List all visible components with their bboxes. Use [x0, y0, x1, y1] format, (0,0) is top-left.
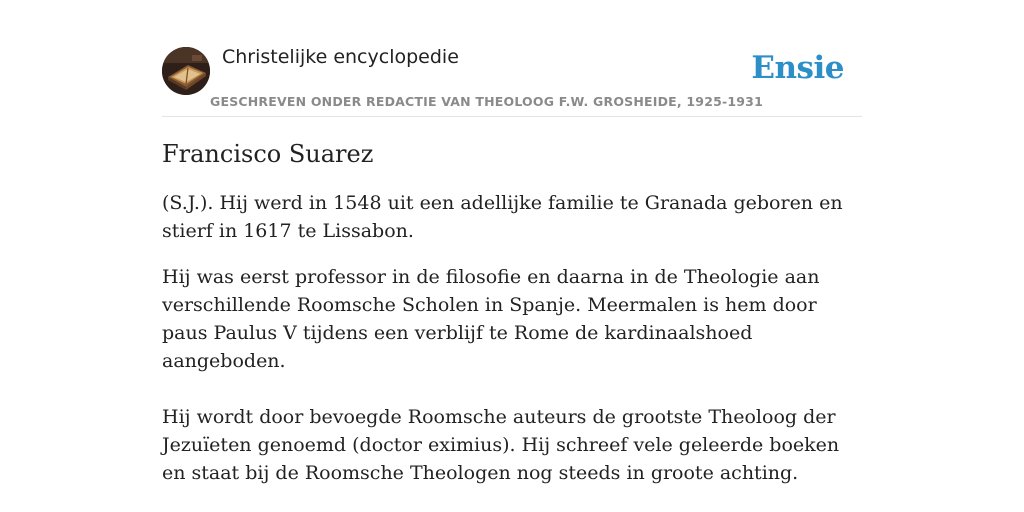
site-subtitle: GESCHREVEN ONDER REDACTIE VAN THEOLOOG F.W. GROSHEIDE, 1925-1931 — [210, 94, 763, 109]
book-image-icon — [162, 47, 210, 95]
ensie-logo-link[interactable]: Ensie — [751, 50, 844, 86]
article-paragraph: Hij wordt door bevoegde Roomsche auteurs de grootste Theoloog der Jezuïeten genoemd (doctor eximius). Hij schreef vele geleerde boeken en staat bij de Roomsche Theologen nog steeds in groote achting. — [162, 406, 840, 484]
article-paragraph: Hij was eerst professor in de filosofie en daarna in de Theologie aan verschillende Roomsche Scholen in Spanje. Meermalen is hem door paus Paulus V tijdens een verblijf te Rome de kardinaalshoed aangeboden. — [162, 266, 820, 372]
site-header — [162, 46, 862, 117]
encyclopedia-avatar[interactable] — [162, 47, 210, 95]
article-title: Francisco Suarez — [162, 140, 374, 168]
article — [162, 138, 862, 505]
article-paragraph: (S.J.). Hij werd in 1548 uit een adellijke familie te Granada geboren en stierf in 1617 te Lissabon. — [162, 192, 843, 242]
site-title[interactable]: Christelijke encyclopedie — [222, 46, 459, 68]
